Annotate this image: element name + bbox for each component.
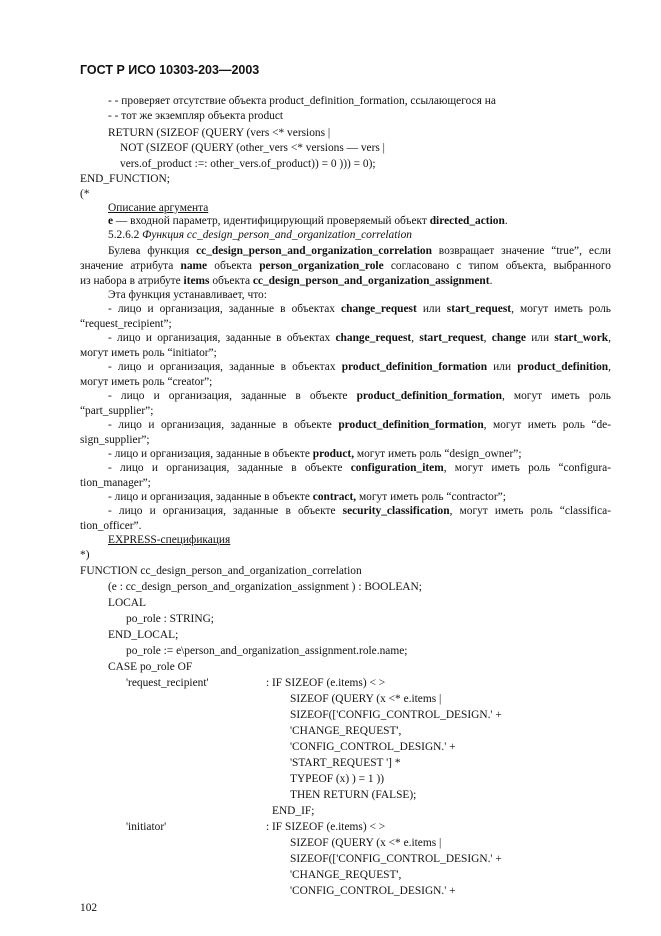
list-item-continuation: могут иметь роль “initiator”;: [80, 347, 217, 359]
code-line: SIZEOF (QUERY (x <* e.items |: [290, 693, 442, 705]
code-line: (e : cc_design_person_and_organization_assignment ) : BOOLEAN;: [108, 581, 422, 593]
list-item: - лицо и организация, заданные в объектах product_definition_formation или product_definition,: [108, 361, 611, 373]
list-item: - лицо и организация, заданные в объектах change_request или start_request, могут иметь роль: [108, 303, 611, 315]
code-line: po_role := e\person_and_organization_assignment.role.name;: [126, 645, 408, 657]
code-line: SIZEOF (QUERY (x <* e.items |: [290, 837, 442, 849]
list-item: - лицо и организация, заданные в объекте product_definition_formation, могут иметь роль “de-: [108, 419, 611, 431]
code-line: vers.of_product :=: other_vers.of_product)) = 0 ))) = 0);: [120, 158, 376, 170]
page-number: 102: [80, 902, 98, 914]
case-label: 'initiator': [126, 821, 167, 833]
code-line: END_FUNCTION;: [80, 173, 170, 185]
section-name: Функция cc_design_person_and_organization_correlation: [142, 229, 412, 241]
code-line: END_IF;: [272, 805, 315, 817]
case-label: 'request_recipient': [126, 677, 209, 689]
code-line: SIZEOF(['CONFIG_CONTROL_DESIGN.' +: [290, 853, 502, 865]
code-line: RETURN (SIZEOF (QUERY (vers <* versions |: [108, 127, 331, 139]
code-line: TYPEOF (x) ) = 1 )): [290, 773, 385, 785]
list-item-continuation: sign_supplier”;: [80, 434, 150, 446]
code-line: 'CHANGE_REQUEST',: [290, 725, 402, 737]
code-line: FUNCTION cc_design_person_and_organization_correlation: [80, 565, 362, 577]
paragraph-line: Булева функция cc_design_person_and_organization_correlation возвращает значение “true”, если: [108, 245, 611, 257]
code-line: NOT (SIZEOF (QUERY (other_vers <* versions — vers |: [120, 142, 385, 154]
list-item: - лицо и организация, заданные в объекте product_definition_formation, могут иметь роль: [108, 390, 611, 402]
code-line: END_LOCAL;: [108, 629, 179, 641]
code-line: : IF SIZEOF (e.items) < >: [266, 821, 386, 833]
code-line: 'CONFIG_CONTROL_DESIGN.' +: [290, 885, 456, 897]
list-item: - лицо и организация, заданные в объектах change_request, start_request, change или start_work,: [108, 332, 611, 344]
section-title: [108, 228, 412, 243]
paragraph-line: значение атрибута name объекта person_organization_role согласовано с типом объекта, выбранного: [80, 260, 612, 272]
argument-description: e — входной параметр, идентифицирующий проверяемый объект directed_action.: [108, 215, 508, 227]
list-item-continuation: tion_officer”.: [80, 520, 142, 532]
list-item: - лицо и организация, заданные в объекте security_classification, могут иметь роль “classifica-: [108, 505, 611, 517]
arg-name: e: [108, 215, 114, 227]
list-item: - лицо и организация, заданные в объекте contract, могут иметь роль “contractor”;: [108, 491, 506, 503]
list-item-continuation: “part_supplier”;: [80, 405, 154, 417]
code-comment-line: - - проверяет отсутствие объекта product_definition_formation, ссылающегося на: [108, 95, 496, 107]
code-line: po_role : STRING;: [126, 613, 214, 625]
code-line: (*: [80, 188, 90, 200]
page-header: ГОСТ Р ИСО 10303-203—2003: [80, 63, 260, 77]
paragraph-line: из набора в атрибуте items объекта cc_design_person_and_organization_assignment.: [80, 275, 493, 287]
list-item: - лицо и организация, заданные в объекте configuration_item, могут иметь роль “configura-: [108, 462, 611, 474]
list-item-continuation: “request_recipient”;: [80, 318, 172, 330]
list-item-continuation: могут иметь роль “creator”;: [80, 376, 213, 388]
code-line: 'START_REQUEST '] *: [290, 757, 401, 769]
code-line: 'CONFIG_CONTROL_DESIGN.' +: [290, 741, 456, 753]
section-number: 5.2.6.2: [108, 229, 143, 241]
list-item-continuation: tion_manager”;: [80, 477, 151, 489]
description-heading: Описание аргумента: [108, 202, 209, 214]
code-line: : IF SIZEOF (e.items) < >: [266, 677, 386, 689]
paragraph-line: Эта функция устанавливает, что:: [108, 289, 267, 301]
express-heading: EXPRESS-спецификация: [108, 534, 231, 546]
code-line: THEN RETURN (FALSE);: [290, 789, 417, 801]
code-line: 'CHANGE_REQUEST',: [290, 869, 402, 881]
code-line: *): [80, 549, 90, 561]
code-line: SIZEOF(['CONFIG_CONTROL_DESIGN.' +: [290, 709, 502, 721]
code-line: LOCAL: [108, 597, 146, 609]
code-comment-line: - - тот же экземпляр объекта product: [108, 110, 284, 122]
code-line: CASE po_role OF: [108, 661, 193, 673]
list-item: - лицо и организация, заданные в объекте product, могут иметь роль “design_owner”;: [108, 448, 522, 460]
